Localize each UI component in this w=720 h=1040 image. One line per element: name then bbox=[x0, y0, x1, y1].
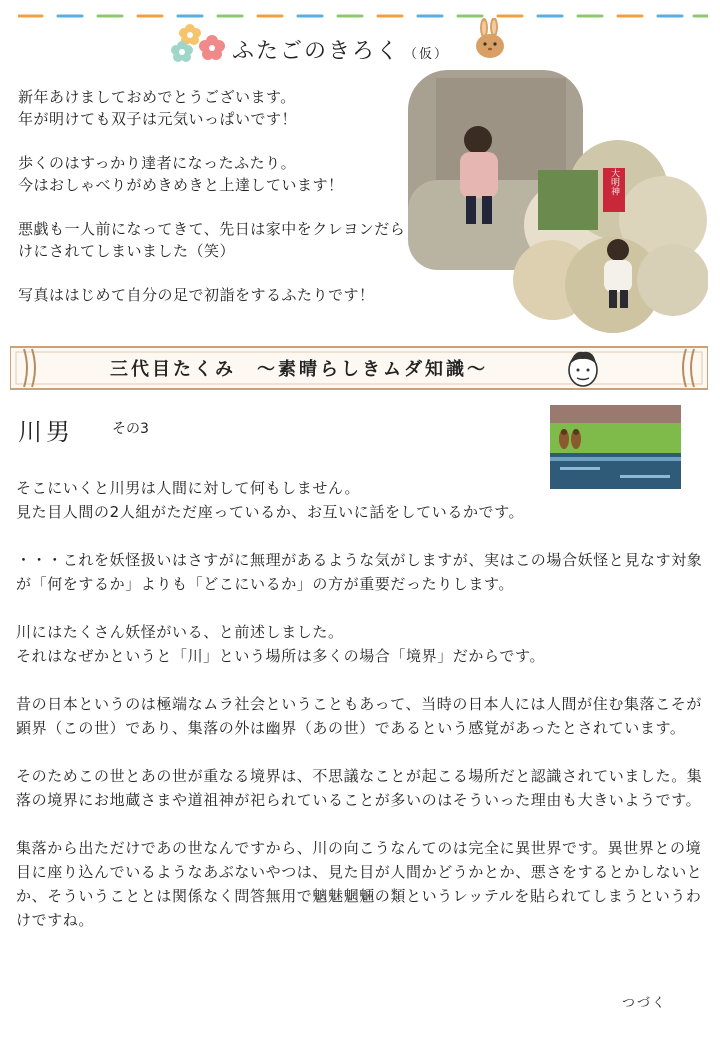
article-paragraph: 昔の日本というのは極端なムラ社会ということもあって、当時の日本人には人間が住む集落こそが顕界（この世）であり、集落の外は幽界（あの世）であるという感覚があったとされています。 bbox=[16, 695, 702, 737]
page-title bbox=[232, 34, 449, 65]
intro-paragraph: 歩くのはすっかり達者になったふたり。 今はおしゃべりがめきめきと上達しています！ bbox=[18, 154, 344, 194]
article-paragraph: 集落から出ただけであの世なんですから、川の向こうなんてのは完全に異世界です。異世界との境目に座り込んでいるようなあぶないやつは、見た目が人間かどうかとか、悪さをするとかしないとか、そういうこととは関係なく問答無用で魑魅魍魎の類というレッテルを貼られてしまうというわけですね。 bbox=[16, 839, 703, 929]
article-paragraph: そのためこの世とあの世が重なる境界は、不思議なことが起こる場所だと認識されていました。集落の境界にお地蔵さまや道祖神が祀られていることが多いのはそういった理由も大きいようです。 bbox=[16, 767, 703, 809]
article-paragraph: そこにいくと川男は人間に対して何もしません。 見た目人間の2人組がただ座っているか、お互いに話をしているかです。 bbox=[16, 479, 525, 521]
continued-label: つづく bbox=[622, 996, 668, 1011]
flowers-icon bbox=[168, 22, 230, 64]
shrine-banner-text: 大明神 bbox=[609, 168, 619, 196]
bunny-icon bbox=[470, 18, 510, 60]
column-title: 三代目たくみ ～素晴らしきムダ知識～ bbox=[110, 359, 488, 380]
intro-paragraph: 写真ははじめて自分の足で初詣をするふたりです！ bbox=[18, 286, 375, 304]
article-body bbox=[16, 476, 706, 956]
author-avatar-icon bbox=[564, 348, 602, 388]
section-title: 川男 bbox=[18, 418, 74, 446]
intro-paragraph: 新年あけましておめでとうございます。 年が明けても双子は元気いっぱいです！ bbox=[18, 88, 298, 128]
intro-text bbox=[18, 86, 418, 306]
new-year-photo bbox=[408, 70, 708, 334]
section-subtitle: その3 bbox=[112, 421, 149, 437]
dashed-top-border bbox=[18, 14, 708, 18]
article-paragraph: 川にはたくさん妖怪がいる、と前述しました。 それはなぜかというと「川」という場所は多くの場合「境界」だからです。 bbox=[16, 623, 546, 665]
intro-paragraph: 悪戯も一人前になってきて、先日は家中をクレヨンだらけにされてしまいました（笑） bbox=[18, 220, 406, 260]
page-title-text: ふたごのきろく bbox=[232, 39, 401, 64]
article-paragraph: ・・・これを妖怪扱いはさすがに無理があるような気がしますが、実はこの場合妖怪と見なす対象が「何をするか」よりも「どこにいるか」の方が重要だったりします。 bbox=[16, 551, 703, 593]
page-title-suffix: （仮） bbox=[404, 47, 450, 62]
